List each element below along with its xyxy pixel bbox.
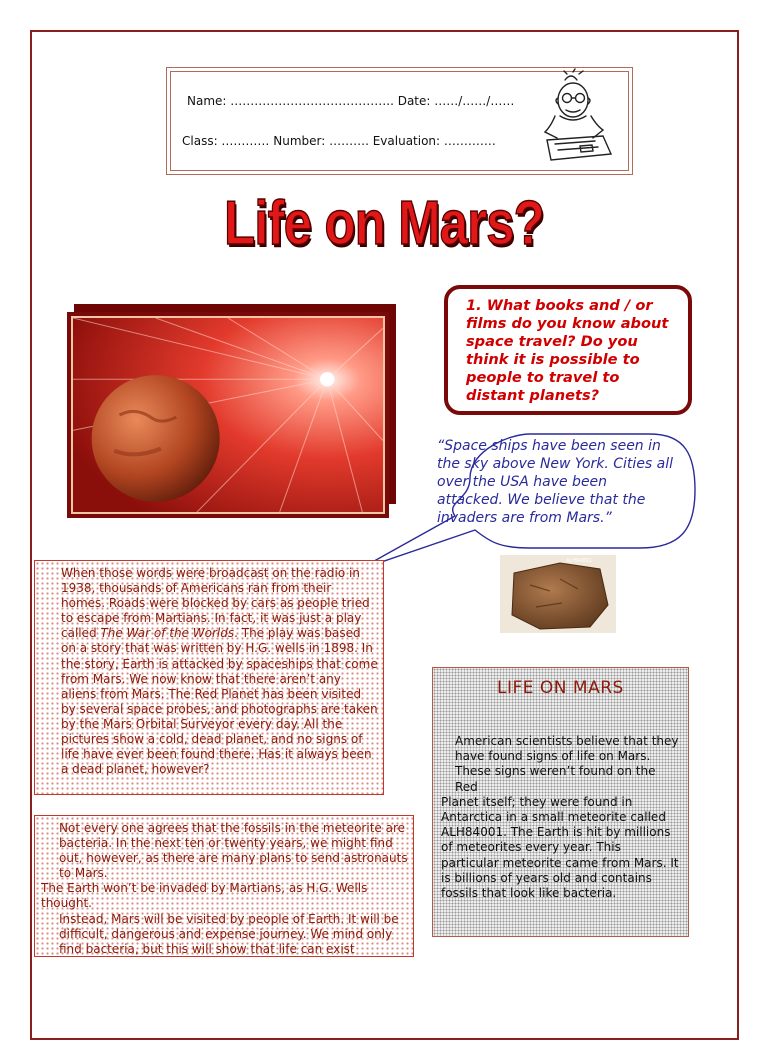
page-title: Life on Mars? bbox=[224, 189, 544, 258]
story-text-end: . The play was based on a story that was written by H.G. wells in 1898. In the story, Earth is attacked by spaceships that come from Mars. We now know that there aren’t any aliens from Mars. The Red Planet has been visited by several space probes, and photographs are taken by the Mars Orbital Surveyor every day. All the pictures show a cold, dead planet, and no signs of life have ever been found there. Has it always been a dead planet, however? bbox=[61, 626, 378, 777]
future-paragraph-3: Instead, Mars will be visited by people of Earth. It will be difficult, dangerous and expense journey. We mind only find bacteria, but this will show that life can exist bbox=[59, 911, 399, 956]
life-on-mars-body-1: American scientists believe that they have found signs of life on Mars. These signs weren’t found on the Red bbox=[455, 734, 679, 794]
life-on-mars-box bbox=[432, 667, 689, 937]
mars-picture bbox=[67, 312, 389, 518]
meteorite-fossil-image bbox=[500, 555, 616, 633]
fossil-caption: ALH84001 bbox=[566, 558, 592, 564]
question-box bbox=[444, 285, 692, 415]
student-cartoon-icon bbox=[525, 68, 625, 168]
story-play-title: The War of the Worlds bbox=[100, 626, 235, 641]
future-paragraph-2: The Earth won’t be invaded by Martians, as H.G. Wells thought. bbox=[41, 881, 368, 911]
story-paragraph bbox=[43, 566, 379, 777]
class-number-evaluation-line: Class: ………… Number: ………. Evaluation: …………. bbox=[182, 134, 496, 148]
mars-starburst-image bbox=[73, 318, 383, 512]
student-info-box bbox=[166, 67, 633, 175]
future-paragraph-1: Not every one agrees that the fossils in the meteorite are bacteria. In the next ten or twenty years, we might find out, however, as there are many plans to send astronauts to Mars. bbox=[59, 821, 408, 881]
future-text-box bbox=[34, 815, 414, 957]
story-text-start: When those words were broadcast on the radio in 1938, thousands of Americans ran from their homes. Roads were blocked by cars as people tried to escape from Martians. In fact, it was just a play called bbox=[61, 566, 370, 641]
story-text-box bbox=[34, 560, 384, 795]
name-date-line: Name: ………………………………….. Date: ……/……/…… bbox=[187, 94, 515, 108]
life-on-mars-body-2: Planet itself; they were found in Antarctica in a small meteorite called ALH84001. The Earth is hit by millions of meteorites every year. This particular meteorite came from Mars. It is billions of years old and contains fossils that look like bacteria. bbox=[441, 794, 679, 901]
bubble-quote: “Space ships have been seen in the sky above New York. Cities all over the USA have been attacked. We believe that the invaders are from Mars.” bbox=[437, 438, 674, 526]
life-on-mars-heading: LIFE ON MARS bbox=[497, 678, 624, 698]
question-text: 1. What books and / or films do you know about space travel? Do you think it is possible to people to travel to distant planets? bbox=[466, 297, 669, 404]
